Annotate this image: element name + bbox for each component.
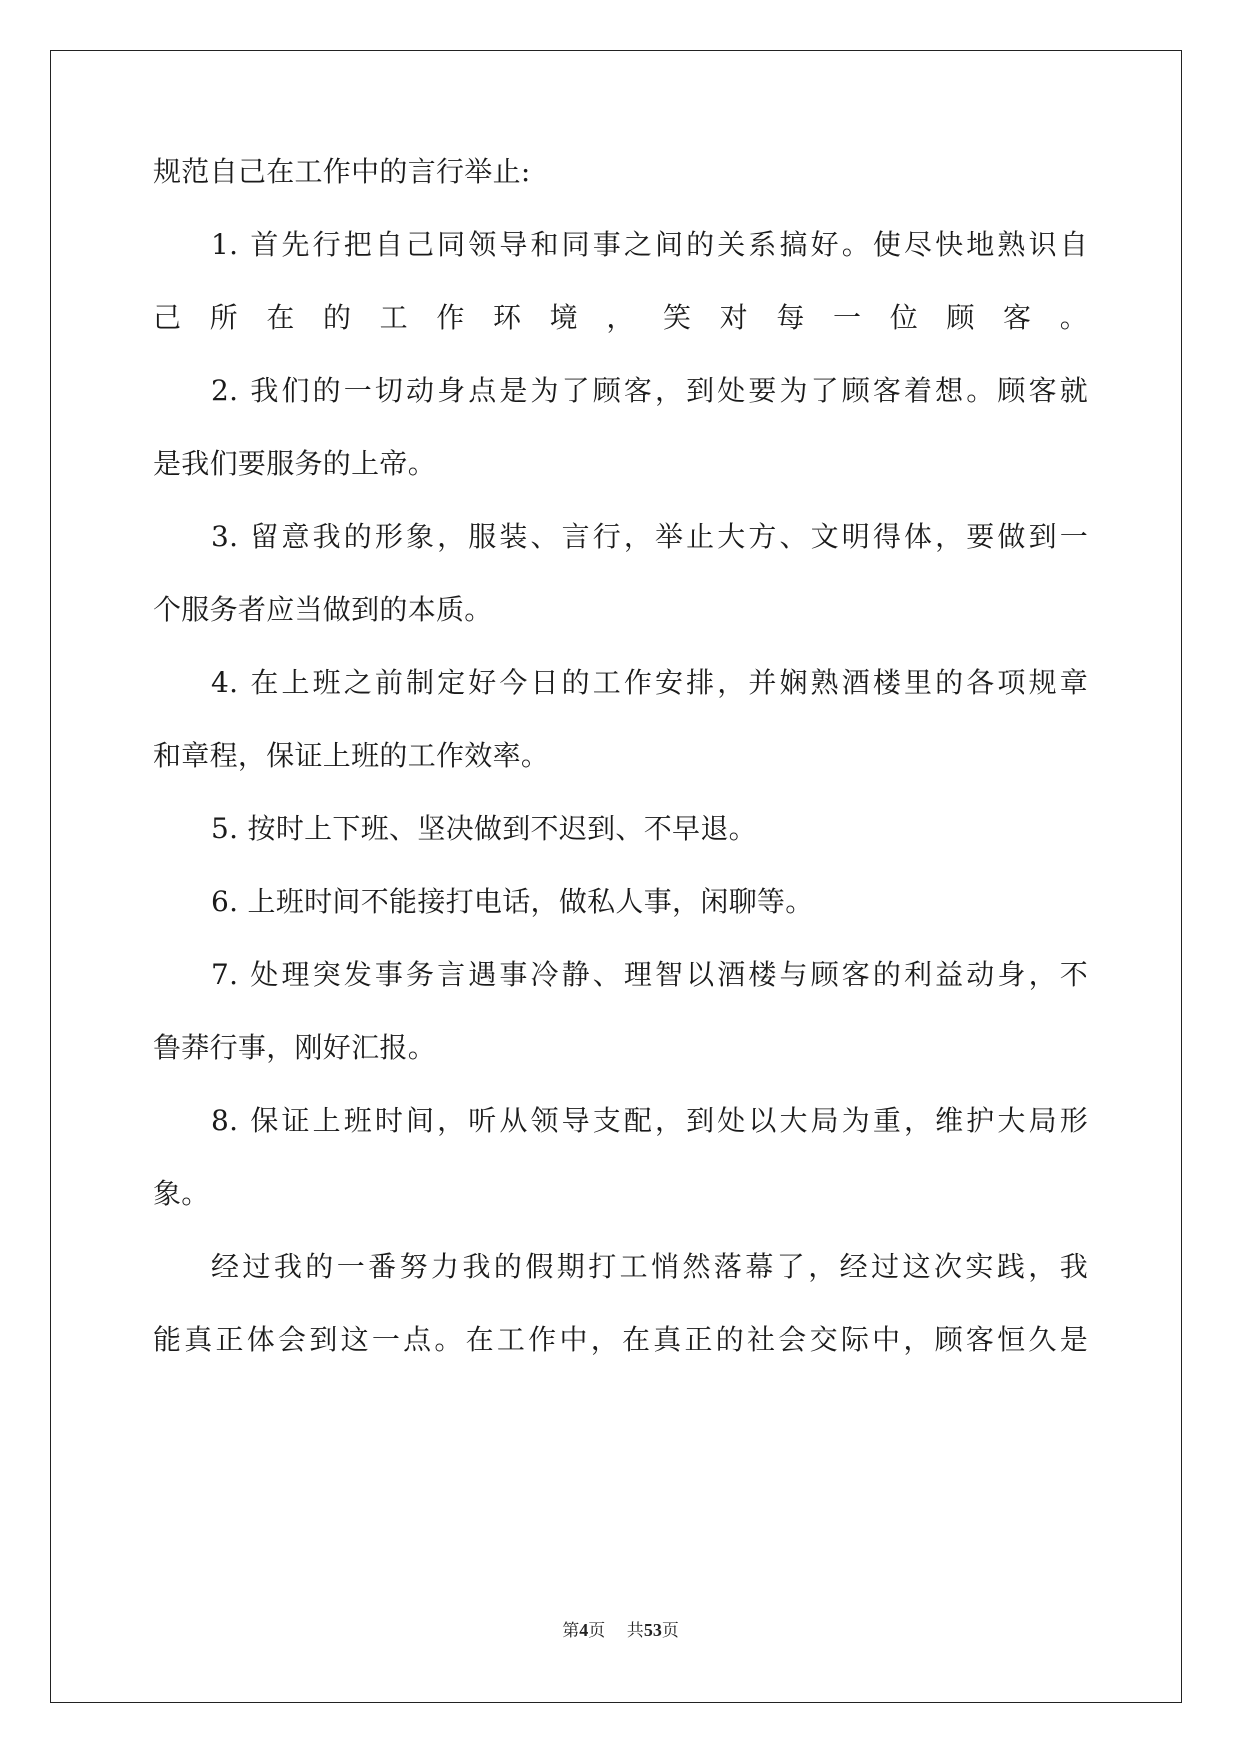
- footer-prefix: 第: [562, 1621, 580, 1641]
- footer-page-number: 4: [579, 1620, 589, 1640]
- text-line: 3. 留意我的形象，服装、言行，举止大方、文明得体，要做到一: [211, 520, 1088, 553]
- text-line: 6. 上班时间不能接打电话，做私人事，闲聊等。: [211, 885, 814, 918]
- text-line: 1. 首先行把自己同领导和同事之间的关系搞好。使尽快地熟识自: [211, 228, 1088, 261]
- text-line: 鲁莽行事，刚好汇报。: [153, 1031, 437, 1064]
- text-line: 象。: [153, 1177, 210, 1210]
- footer-suffix: 页: [661, 1621, 679, 1641]
- text-line: 己所在的工作环境，笑对每一位顾客。: [153, 301, 1088, 334]
- text-line: 规范自己在工作中的言行举止:: [153, 155, 531, 188]
- text-line: 能真正体会到这一点。在工作中，在真正的社会交际中，顾客恒久是: [153, 1323, 1088, 1356]
- page-footer: [0, 1616, 1241, 1641]
- text-line: 7. 处理突发事务言遇事冷静、理智以酒楼与顾客的利益动身，不: [211, 958, 1088, 991]
- text-line: 经过我的一番努力我的假期打工悄然落幕了，经过这次实践，我: [211, 1250, 1088, 1283]
- text-line: 个服务者应当做到的本质。: [153, 593, 493, 626]
- footer-total-pages: 53: [643, 1620, 662, 1640]
- text-line: 8. 保证上班时间，听从领导支配，到处以大局为重，维护大局形: [211, 1104, 1088, 1137]
- text-line: 4. 在上班之前制定好今日的工作安排，并娴熟酒楼里的各项规章: [211, 666, 1088, 699]
- text-line: 2. 我们的一切动身点是为了顾客，到处要为了顾客着想。顾客就: [211, 374, 1088, 407]
- text-line: 5. 按时上下班、坚决做到不迟到、不早退。: [211, 812, 757, 845]
- text-line: 是我们要服务的上帝。: [153, 447, 437, 480]
- footer-mid: 页 共: [588, 1621, 644, 1641]
- text-line: 和章程，保证上班的工作效率。: [153, 739, 550, 772]
